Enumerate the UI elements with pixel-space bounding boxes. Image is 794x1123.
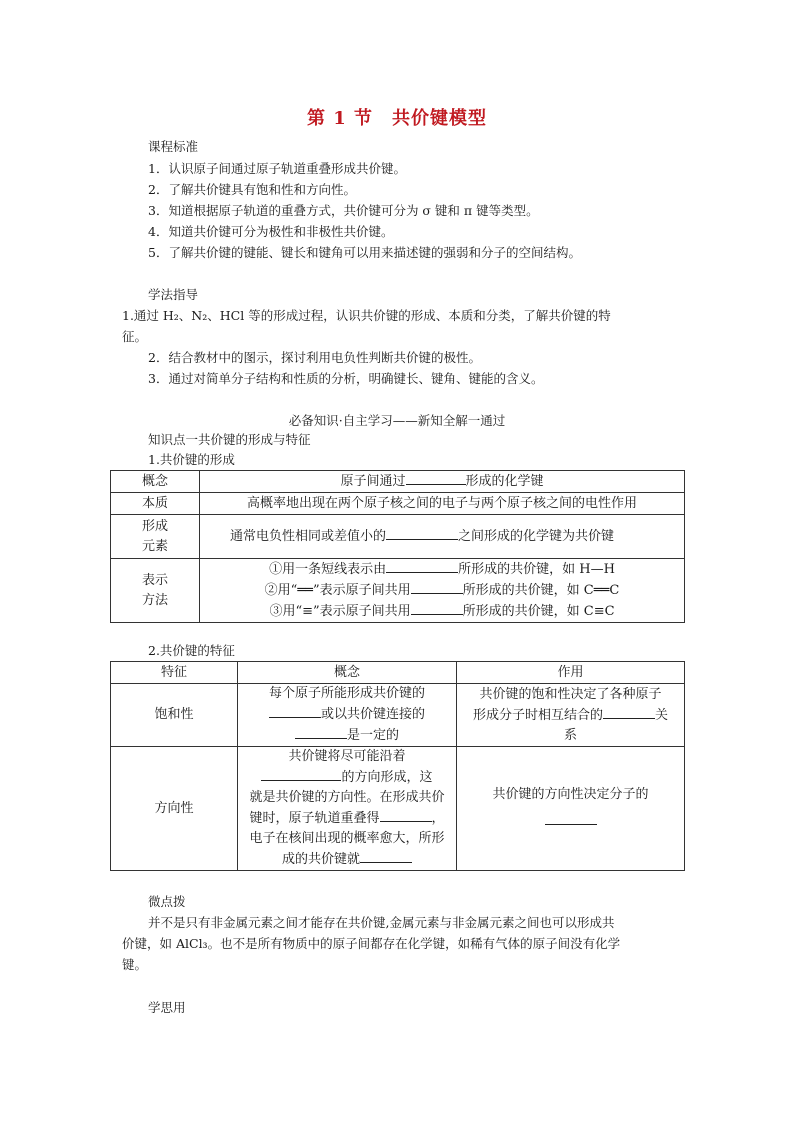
answer-blank[interactable] [411, 580, 463, 594]
saturation-effect-line-2 [461, 705, 680, 726]
notation-line-1 [204, 559, 680, 580]
row-label-direction: 方向性 [111, 747, 238, 871]
direction-concept-cell [238, 747, 457, 871]
tip-line-2: 价键，如 AlCl₃。也不是所有物质中的原子间都存在化学键，如稀有气体的原子间没有化学 [122, 936, 621, 951]
table-bond-formation [110, 470, 685, 623]
notation-cell [200, 559, 685, 623]
learn-think-heading: 学思用 [148, 1000, 186, 1015]
header-concept: 概念 [238, 662, 457, 684]
tip-heading: 微点拨 [148, 894, 186, 909]
notation-line-1-post: 所形成的共价键，如 H—H [458, 562, 615, 577]
direction-concept-line-5: 电子在核间出现的概率愈大，所形 [249, 831, 445, 846]
saturation-concept-line-3-text: 是一定的 [346, 728, 399, 743]
subheading-features: 2.共价键的特征 [148, 643, 235, 658]
saturation-concept-cell [238, 684, 457, 747]
concept-text-pre: 原子间通过 [340, 474, 406, 489]
saturation-concept-line-2-text: 或以共价键连接的 [320, 707, 425, 722]
elements-cell [200, 515, 685, 559]
saturation-concept-line-1: 每个原子所能形成共价键的 [268, 686, 425, 701]
guidance-item-1-line-2: 征。 [122, 329, 148, 344]
row-label-elements [111, 515, 200, 559]
answer-blank[interactable] [386, 559, 458, 573]
answer-blank[interactable] [295, 725, 347, 739]
answer-blank[interactable] [603, 705, 655, 719]
row-label-concept: 概念 [111, 471, 200, 493]
standards-item-2: 2．了解共价键具有饱和性和方向性。 [148, 182, 356, 197]
row-label-elements-a: 形成 [141, 518, 168, 534]
notation-line-3-post: 所形成的共价键，如 C≡C [462, 604, 615, 619]
notation-line-2-post: 所形成的共价键，如 C══C [462, 583, 620, 598]
answer-blank[interactable] [261, 767, 341, 781]
tip-line-1: 并不是只有非金属元素之间才能存在共价键,金属元素与非金属元素之间也可以形成共 [148, 915, 615, 930]
notation-line-3-pre: ③用“≡”表示原子间共用 [269, 604, 411, 619]
answer-blank[interactable] [406, 471, 466, 485]
answer-blank[interactable] [411, 601, 463, 615]
direction-concept-line-6 [242, 849, 452, 870]
saturation-effect-line-2-pre: 形成分子时相互结合的 [472, 707, 603, 723]
header-feature: 特征 [111, 662, 238, 684]
guidance-heading: 学法指导 [148, 287, 199, 302]
row-label-elements-b: 元素 [141, 538, 168, 554]
standards-item-1: 1．认识原子间通过原子轨道重叠形成共价键。 [148, 161, 406, 176]
row-label-saturation: 饱和性 [111, 684, 238, 747]
guidance-item-3: 3．通过对简单分子结构和性质的分析，明确键长、键角、键能的含义。 [148, 371, 544, 386]
essence-cell: 高概率地出现在两个原子核之间的电子与两个原子核之间的电性作用 [200, 493, 685, 515]
notation-line-2 [204, 580, 680, 601]
guidance-item-2: 2．结合教材中的图示，探讨利用电负性判断共价键的极性。 [148, 350, 481, 365]
standards-item-5: 5．了解共价键的键能、键长和键角可以用来描述键的强弱和分子的空间结构。 [148, 245, 581, 260]
direction-concept-line-3: 就是共价键的方向性。在形成共价 [249, 790, 445, 805]
direction-concept-line-4 [242, 808, 452, 829]
direction-concept-line-2-text: 的方向形成，这 [341, 770, 433, 785]
answer-blank[interactable] [360, 849, 412, 863]
saturation-effect-cell [457, 684, 685, 747]
direction-concept-line-4-post: ， [431, 811, 445, 826]
knowledge-point-heading: 知识点一共价键的形成与特征 [148, 432, 311, 447]
saturation-effect-line-1: 共价键的饱和性决定了各种原子 [479, 686, 662, 702]
direction-effect-line-1: 共价键的方向性决定分子的 [492, 787, 649, 802]
guidance-item-1-line-1: 1.通过 H₂、N₂、HCl 等的形成过程，认识共价键的形成、本质和分类，了解共价键的特 [122, 308, 611, 323]
section-title: 必备知识·自主学习——新知全解一通过 [288, 413, 506, 428]
direction-concept-line-4-pre: 键时，原子轨道重叠得 [249, 811, 380, 826]
concept-cell [200, 471, 685, 493]
answer-blank[interactable] [269, 704, 321, 718]
row-label-notation [111, 559, 200, 623]
direction-concept-line-2 [242, 767, 452, 788]
saturation-effect-line-3: 系 [563, 727, 577, 743]
row-label-notation-b: 方法 [141, 592, 168, 608]
concept-text-post: 形成的化学键 [465, 474, 544, 489]
direction-effect-line-2 [461, 811, 680, 832]
standards-heading: 课程标准 [148, 139, 199, 154]
saturation-concept-line-3 [242, 725, 452, 746]
elements-text-pre: 通常电负性相同或差值小的 [230, 529, 387, 544]
tip-line-3: 键。 [122, 957, 148, 972]
elements-text-post: 之间形成的化学键为共价键 [458, 529, 615, 544]
direction-concept-line-1: 共价键将尽可能沿着 [288, 749, 406, 764]
answer-blank[interactable] [380, 808, 432, 822]
direction-effect-cell [457, 747, 685, 871]
subheading-formation: 1.共价键的形成 [148, 452, 235, 467]
table-bond-features [110, 661, 685, 871]
header-effect: 作用 [457, 662, 685, 684]
saturation-effect-line-2-post: 关 [655, 707, 669, 723]
answer-blank[interactable] [386, 526, 458, 540]
standards-item-4: 4．知道共价键可分为极性和非极性共价键。 [148, 224, 394, 239]
notation-line-3 [204, 601, 680, 622]
page-title: 第 1 节 共价键模型 [306, 108, 488, 129]
notation-line-1-pre: ①用一条短线表示由 [269, 562, 387, 577]
notation-line-2-pre: ②用“══”表示原子间共用 [264, 583, 411, 598]
answer-blank[interactable] [545, 811, 597, 825]
row-label-essence: 本质 [111, 493, 200, 515]
direction-concept-line-6-pre: 成的共价键就 [281, 852, 360, 867]
standards-item-3: 3．知道根据原子轨道的重叠方式，共价键可分为 σ 键和 π 键等类型。 [148, 203, 539, 218]
saturation-concept-line-2 [242, 704, 452, 725]
row-label-notation-a: 表示 [141, 572, 168, 588]
